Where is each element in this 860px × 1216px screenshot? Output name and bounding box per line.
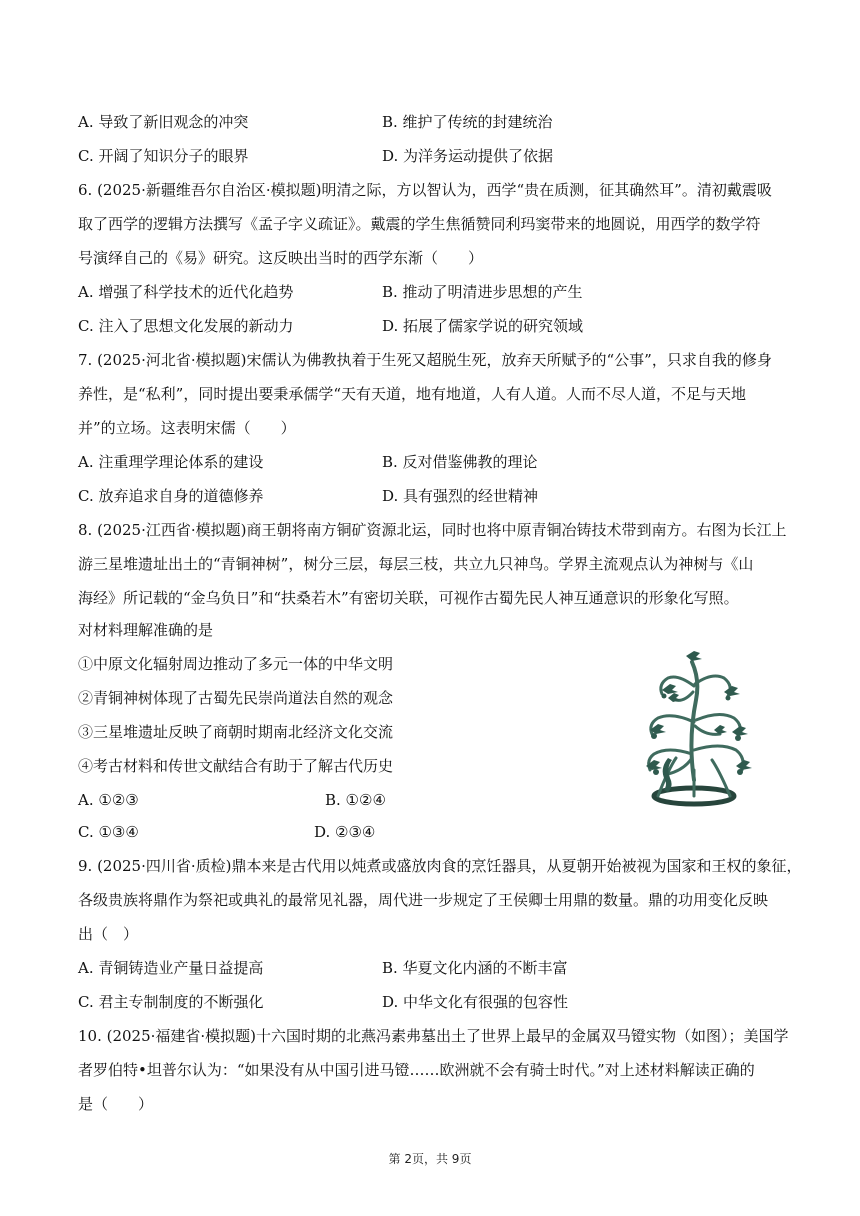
q9-option-a: A. 青铜铸造业产量日益提高	[78, 959, 264, 977]
q8-stem-line3: 海经》所记载的“金乌负日”和“扶桑若木”有密切关联，可视作古蜀先民人神互通意识的形象化写照。	[78, 589, 739, 607]
q8-option-c: C. ①③④	[78, 823, 139, 841]
q8-item-3: ③三星堆遗址反映了商朝时期南北经济文化交流	[78, 723, 394, 741]
q8-stem-line2: 游三星堆遗址出土的“青铜神树”，树分三层，每层三枝，共立九只神鸟。学界主流观点认为神树与《山	[78, 555, 754, 573]
q8-option-a: A. ①②③	[78, 791, 139, 809]
bronze-sacred-tree-image	[628, 650, 764, 808]
q5-option-b: B. 维护了传统的封建统治	[382, 113, 553, 131]
q9-stem-line3: 出（ ）	[78, 925, 139, 943]
q8-option-d: D. ②③④	[314, 823, 376, 841]
q6-option-d: D. 拓展了儒家学说的研究领域	[382, 317, 584, 335]
q8-item-4: ④考古材料和传世文献结合有助于了解古代历史	[78, 757, 394, 775]
q6-option-a: A. 增强了科学技术的近代化趋势	[78, 283, 294, 301]
q7-option-c: C. 放弃追求自身的道德修养	[78, 487, 264, 505]
q10-stem-line2: 者罗伯特•坦普尔认为：“如果没有从中国引进马镫……欧洲就不会有骑士时代。”对上述材料解读正确的	[78, 1061, 755, 1079]
q7-option-d: D. 具有强烈的经世精神	[382, 487, 539, 505]
q6-stem-line1: 6. (2025·新疆维吾尔自治区·模拟题)明清之际，方以智认为，西学“贵在质测，征其确然耳”。清初戴震吸	[78, 181, 772, 199]
q7-stem-line2: 养性，是“私利”，同时提出要秉承儒学“天有天道，地有地道，人有人道。人而不尽人道，不足与天地	[78, 385, 747, 403]
q7-option-b: B. 反对借鉴佛教的理论	[382, 453, 538, 471]
q5-option-a: A. 导致了新旧观念的冲突	[78, 113, 249, 131]
q9-option-b: B. 华夏文化内涵的不断丰富	[382, 959, 568, 977]
q8-option-b: B. ①②④	[325, 791, 386, 809]
q8-item-2: ②青铜神树体现了古蜀先民崇尚道法自然的观念	[78, 689, 394, 707]
q7-stem-line3: 并”的立场。这表明宋儒（ ）	[78, 419, 296, 437]
q6-stem-line2: 取了西学的逻辑方法撰写《孟子字义疏证》。戴震的学生焦循赞同利玛窦带来的地圆说，用西学的数学符	[78, 215, 761, 233]
page-number-footer: 第 2页，共 9页	[388, 1152, 472, 1166]
q8-stem-line4: 对材料理解准确的是	[78, 621, 214, 639]
q10-stem-line3: 是（ ）	[78, 1095, 154, 1113]
q9-option-d: D. 中华文化有很强的包容性	[382, 993, 569, 1011]
q7-stem-line1: 7. (2025·河北省·模拟题)宋儒认为佛教执着于生死又超脱生死，放弃天所赋予的“公事”，只求自我的修身	[78, 351, 772, 369]
q9-stem-line1: 9. (2025·四川省·质检)鼎本来是古代用以炖煮或盛放肉食的烹饪器具，从夏朝开始被视为国家和王权的象征，	[78, 857, 802, 875]
q6-option-b: B. 推动了明清进步思想的产生	[382, 283, 583, 301]
q5-option-c: C. 开阔了知识分子的眼界	[78, 147, 249, 165]
q10-stem-line1: 10. (2025·福建省·模拟题)十六国时期的北燕冯素弗墓出土了世界上最早的金属双马镫实物（如图）；美国学	[78, 1027, 789, 1045]
q6-stem-line3: 号演绎自己的《易》研究。这反映出当时的西学东渐（ ）	[78, 249, 484, 267]
q9-option-c: C. 君主专制制度的不断强化	[78, 993, 264, 1011]
q6-option-c: C. 注入了思想文化发展的新动力	[78, 317, 294, 335]
q7-option-a: A. 注重理学理论体系的建设	[78, 453, 264, 471]
q8-stem-line1: 8. (2025·江西省·模拟题)商王朝将南方铜矿资源北运，同时也将中原青铜冶铸技术带到南方。右图为长江上	[78, 521, 787, 539]
q8-item-1: ①中原文化辐射周边推动了多元一体的中华文明	[78, 655, 394, 673]
q9-stem-line2: 各级贵族将鼎作为祭祀或典礼的最常见礼器，周代进一步规定了王侯卿士用鼎的数量。鼎的功用变化反映	[78, 891, 769, 909]
q5-option-d: D. 为洋务运动提供了依据	[382, 147, 554, 165]
